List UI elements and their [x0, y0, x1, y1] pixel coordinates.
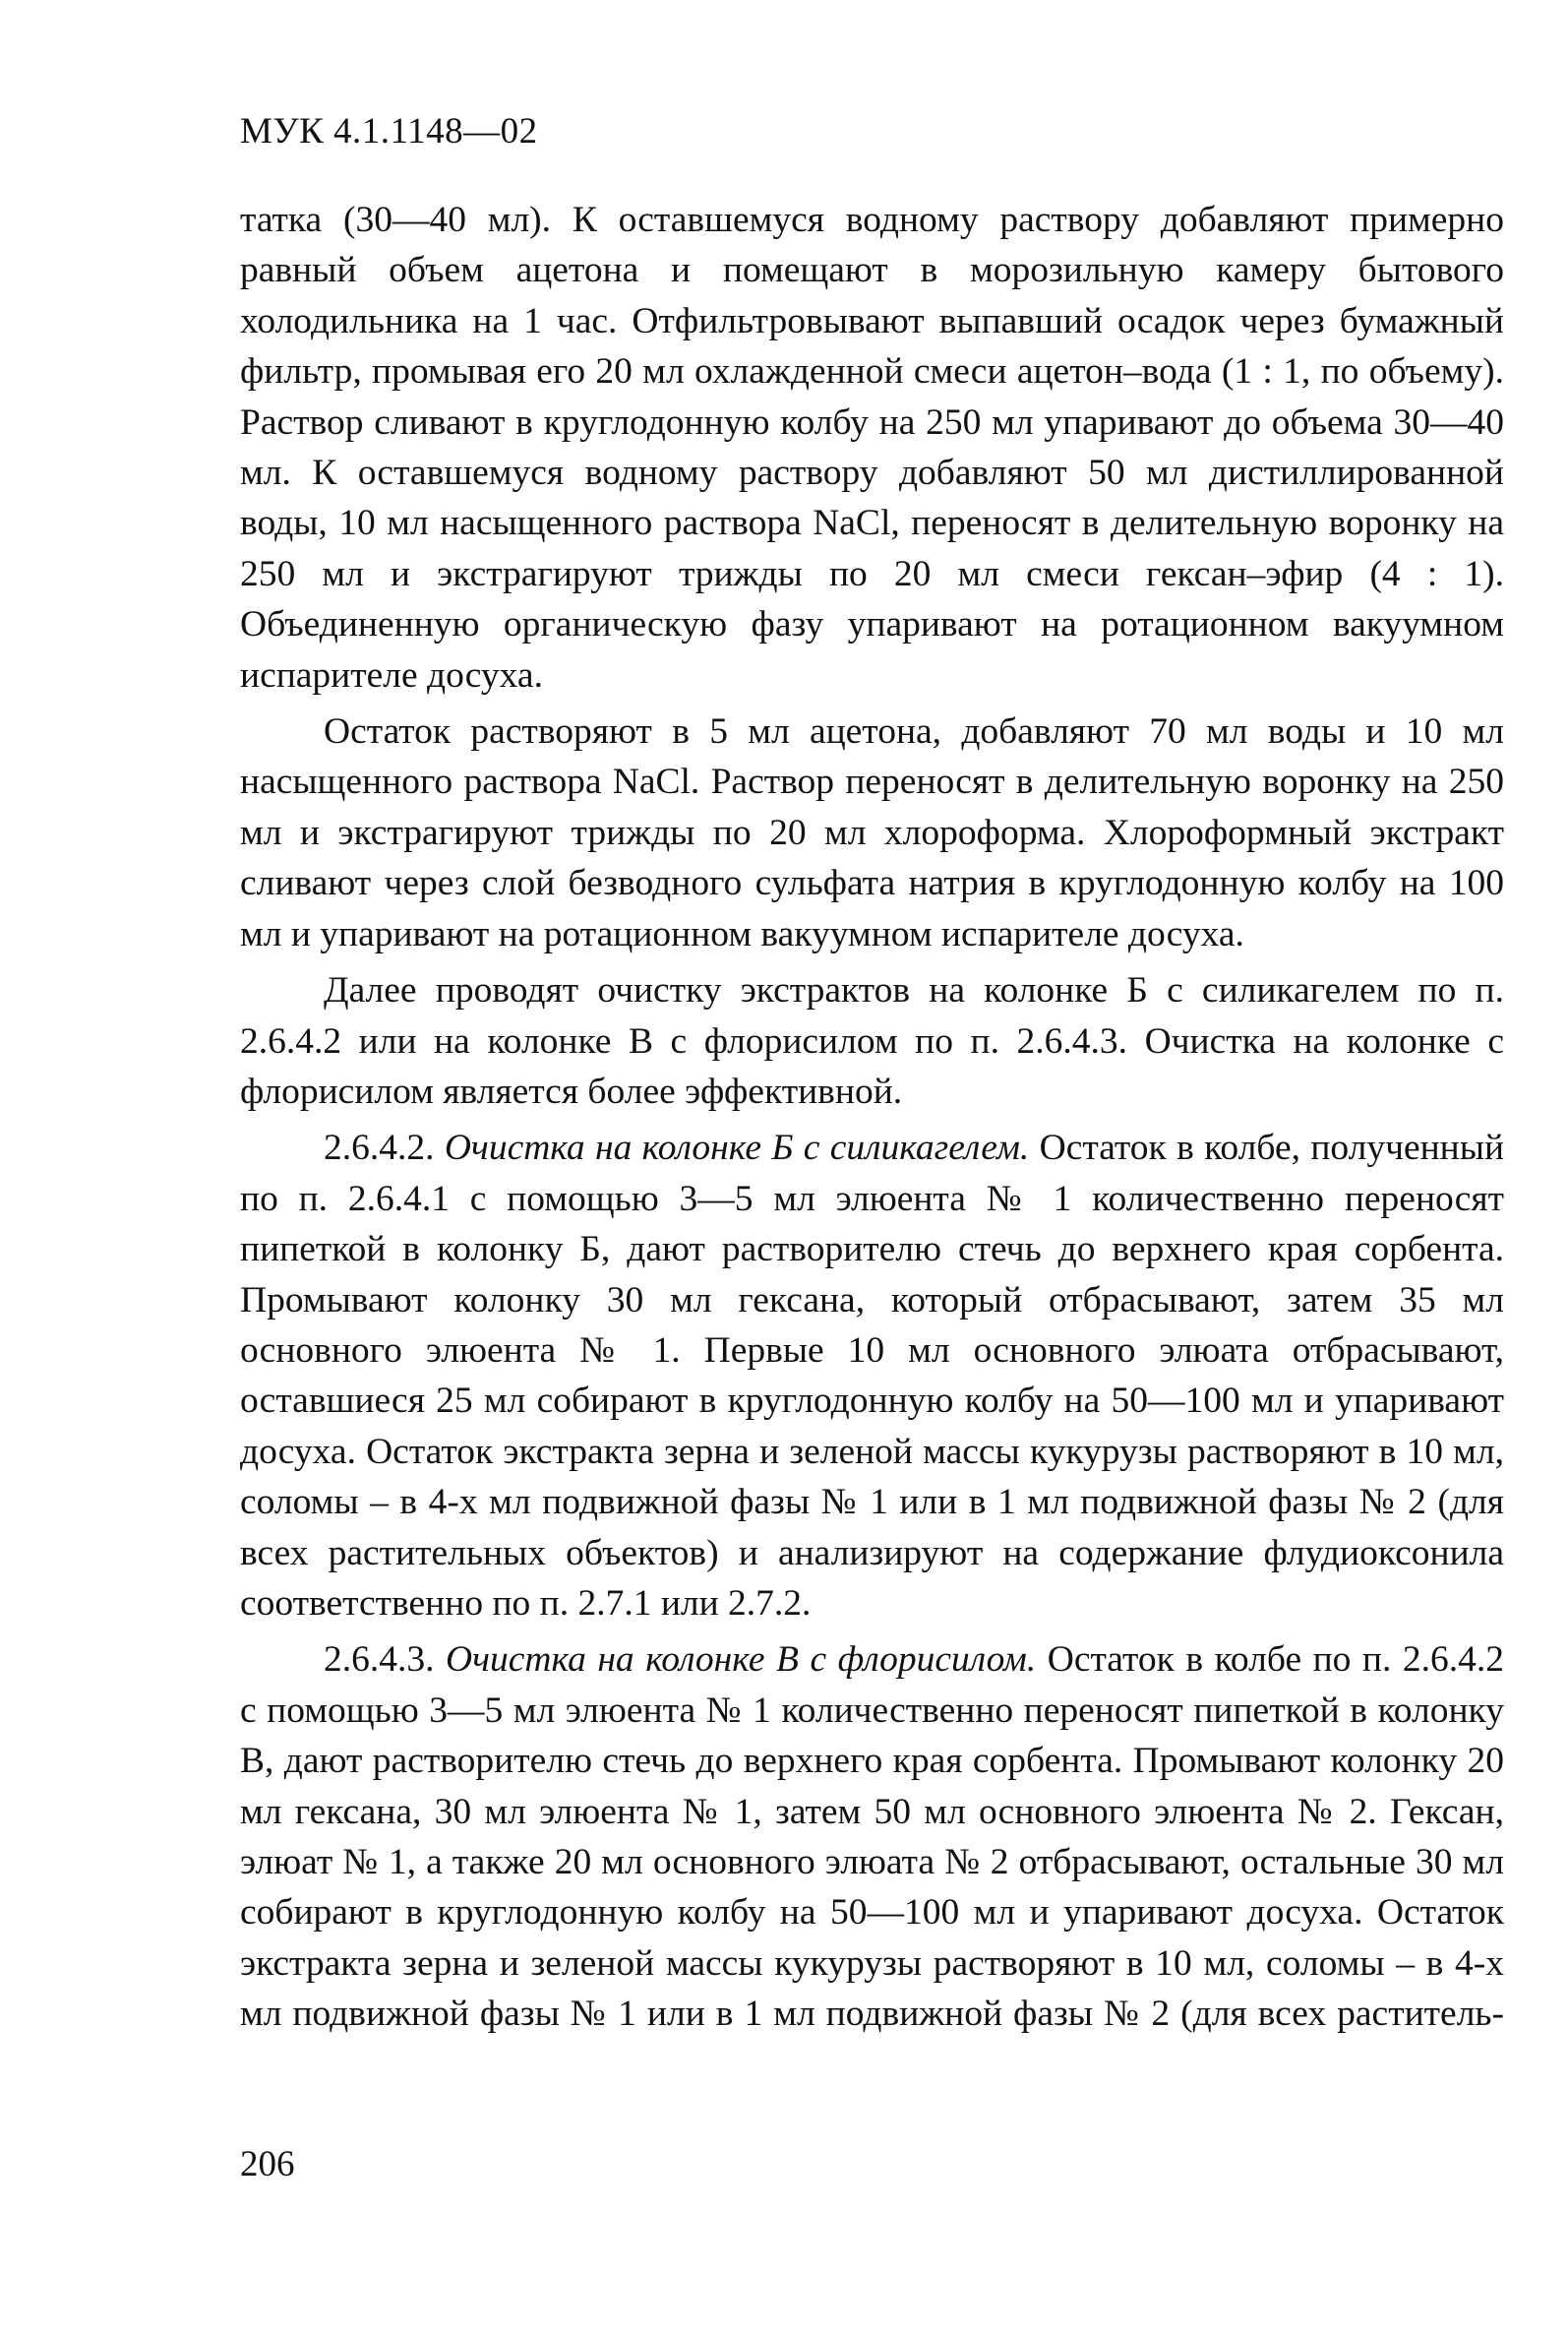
paragraph-3: Далее проводят очистку экстрактов на колонке Б с силикагелем по п. 2.6.4.2 или на колонке В с флорисилом по п. 2.6.4.3. Очистка на колонке с флорисилом является более эффективной. [240, 970, 1504, 1112]
page-body [240, 195, 1504, 2046]
page-number: 206 [240, 2144, 295, 2184]
section-2-6-4-3 [240, 1634, 1504, 2039]
paragraph-2: Остаток растворяют в 5 мл ацетона, добавляют 70 мл воды и 10 мл насыщенного раствора NaCl. Раствор переносят в делительную воронку на 250 мл и экстрагируют трижды по 20 мл хлороформа. Хлороформный экстракт сливают через слой безводного сульфата натрия в круглодонную колбу на 100 мл и упаривают на ротационном вакуумном испарителе досуха. [240, 711, 1504, 954]
section-number: 2.6.4.2. [324, 1128, 435, 1169]
section-text: Остаток в колбе по п. 2.6.4.2 с помощью 3—5 мл элюента № 1 количественно переносят пипеткой в колонку В, дают растворителю стечь до верхнего края сорбента. Промывают колонку 20 мл гексана, 30 мл элюента № 1, затем 50 мл основного элюента № 2. Гексан, элюат № 1, а также 20 мл основного элюата № 2 отбрасывают, остальные 30 мл собирают в круглодонную колбу на 50—100 мл и упаривают досуха. Остаток экстракта зерна и зеленой массы кукурузы растворяют в 10 мл, соломы – в 4-х мл подвижной фазы № 1 или в 1 мл подвижной фазы № 2 (для всех раститель- [240, 1639, 1505, 2035]
section-text: Остаток в колбе, полученный по п. 2.6.4.1 с помощью 3—5 мл элюента № 1 количественно переносят пипеткой в колонку Б, дают растворителю стечь до верхнего края сорбента. Промывают колонку 30 мл гексана, который отбрасывают, затем 35 мл основного элюента № 1. Первые 10 мл основного элюата отбрасывают, оставшиеся 25 мл собирают в круглодонную колбу на 50—100 мл и упаривают досуха. Остаток экстракта зерна и зеленой массы кукурузы растворяют в 10 мл, соломы – в 4-х мл подвижной фазы № 1 или в 1 мл подвижной фазы № 2 (для всех растительных объектов) и анализируют на содержание флудиоксонила соответственно по п. 2.7.1 или 2.7.2. [240, 1128, 1505, 1624]
page-header: МУК 4.1.1148—02 [240, 111, 538, 152]
section-title: Очистка на колонке Б с силикагелем. [444, 1128, 1030, 1169]
section-2-6-4-2 [240, 1123, 1504, 1628]
section-title: Очистка на колонке В с флорисилом. [446, 1639, 1037, 1681]
section-number: 2.6.4.3. [324, 1639, 435, 1681]
paragraph-1: татка (30—40 мл). К оставшемуся водному раствору добавляют примерно равный объем ацетона и помещают в морозильную камеру бытового холодильника на 1 час. Отфильтровывают выпавший осадок через бумажный фильтр, промывая его 20 мл охлажденной смеси ацетон–вода (1 : 1, по объему). Раствор сливают в круглодонную колбу на 250 мл упаривают до объема 30—40 мл. К оставшемуся водному раствору добавляют 50 мл дистиллированной воды, 10 мл насыщенного раствора NaCl, переносят в делительную воронку на 250 мл и экстрагируют трижды по 20 мл смеси гексан–эфир (4 : 1). Объединенную органическую фазу упаривают на ротационном вакуумном испарителе досуха. [240, 200, 1504, 696]
